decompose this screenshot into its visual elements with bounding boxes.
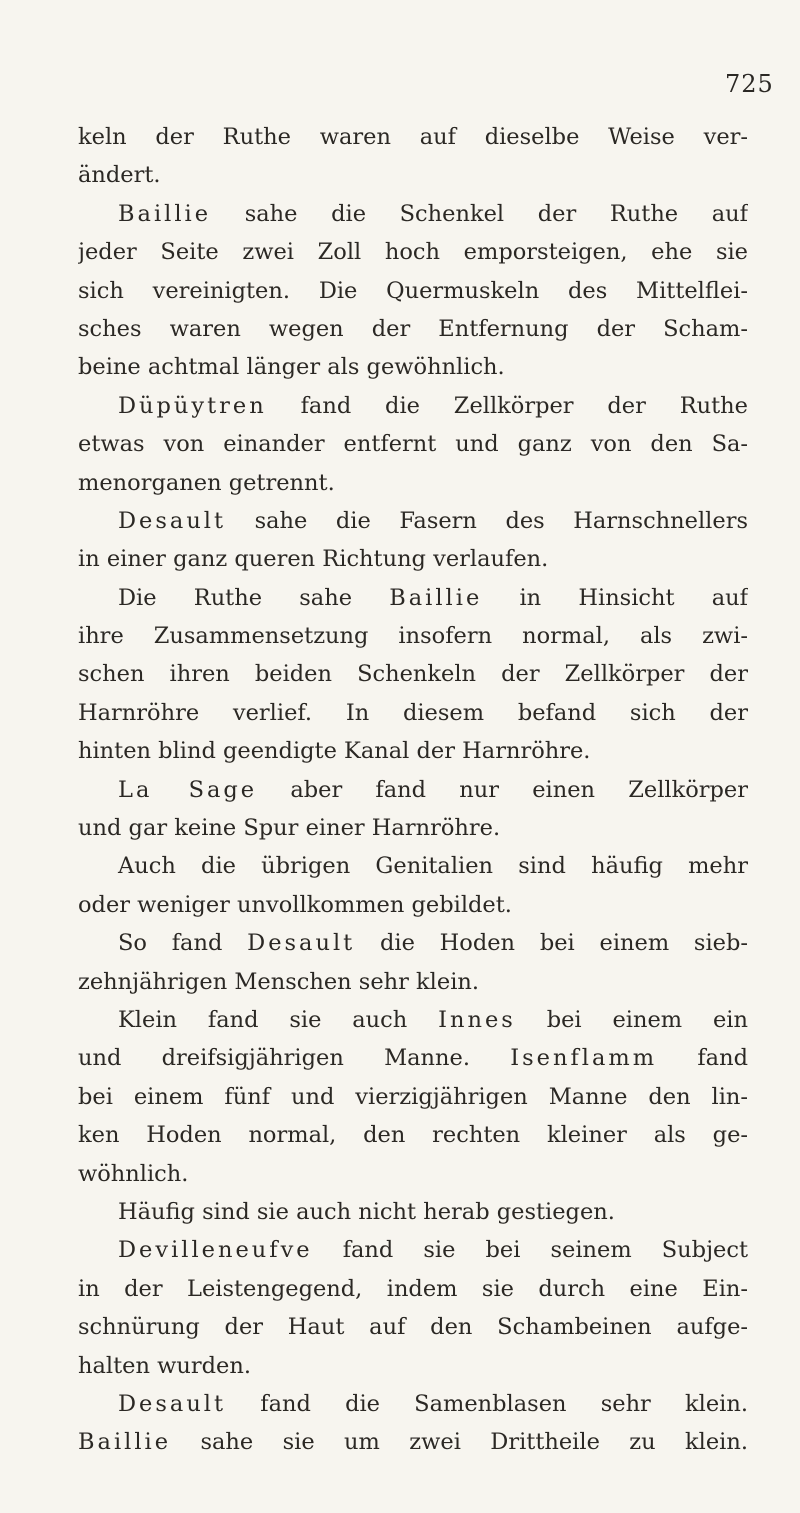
text-segment: sches waren wegen der Entfernung der Scham- [78,315,748,342]
text-segment: halten wurden. [78,1352,251,1379]
text-line [78,156,748,194]
text-segment: Auch die übrigen Genitalien sind häufig mehr [118,853,748,880]
spaced-name: Devilleneufve [118,1237,313,1264]
text-segment: fand sie bei seinem Subject [312,1237,748,1264]
text-line [78,348,748,386]
text-line [78,1039,748,1077]
text-segment: Klein fand sie auch [118,1006,439,1033]
text-line [78,771,748,809]
text-segment: aber fand nur einen Zellkörper [257,776,748,803]
text-line [78,272,748,310]
text-line [78,1385,748,1423]
text-segment: sich vereinigten. Die Quermuskeln des Mittelflei- [78,277,748,304]
text-line [78,1078,748,1116]
spaced-name: Düpüytren [118,392,267,419]
text-segment: die Hoden bei einem sieb- [355,930,748,957]
text-line [78,1423,748,1461]
text-line [78,540,748,578]
body-text [78,118,748,1462]
text-segment: Häufig sind sie auch nicht herab gestiegen. [118,1198,615,1225]
spaced-name: Desault [118,1390,227,1417]
text-line [78,1308,748,1346]
spaced-name: Baillie [78,1429,172,1456]
text-segment: in einer ganz queren Richtung verlaufen. [78,546,549,573]
text-segment: Harnröhre verlief. In diesem befand sich der [78,699,748,726]
text-segment: oder weniger unvollkommen gebildet. [78,891,512,918]
text-line [78,118,748,156]
text-segment: beine achtmal länger als gewöhnlich. [78,354,505,381]
text-line [78,502,748,540]
spaced-name: Isenflamm [510,1045,658,1072]
text-line [78,694,748,732]
text-segment: ken Hoden normal, den rechten kleiner als ge- [78,1122,748,1149]
text-line [78,1116,748,1154]
text-segment: menorganen getrennt. [78,469,335,496]
text-line [78,732,748,770]
spaced-name: Baillie [118,200,212,227]
spaced-name: Desault [118,507,227,534]
text-segment: fand die Zellkörper der Ruthe [266,392,748,419]
text-line [78,195,748,233]
text-segment: fand [657,1045,748,1072]
text-line [78,924,748,962]
text-segment: sahe die Fasern des Harnschnellers [226,507,748,534]
text-segment: in der Leistengegend, indem sie durch eine Ein- [78,1275,748,1302]
text-segment: schen ihren beiden Schenkeln der Zellkörper der [78,661,748,688]
text-line [78,963,748,1001]
text-segment: sahe sie um zwei Drittheile zu klein. [171,1429,748,1456]
text-segment: bei einem fünf und vierzigjährigen Manne den lin- [78,1083,748,1110]
spaced-name: La Sage [118,776,258,803]
text-segment: bei einem ein [515,1006,748,1033]
text-line [78,233,748,271]
text-line [78,464,748,502]
spaced-name: Baillie [389,584,483,611]
page-number: 725 [725,70,774,98]
text-segment: So fand [118,930,248,957]
text-segment: und dreifsigjährigen Manne. [78,1045,511,1072]
text-segment: keln der Ruthe waren auf dieselbe Weise ver- [78,124,748,150]
text-segment: wöhnlich. [78,1160,189,1187]
text-segment: in Hinsicht auf [482,584,748,611]
spaced-name: Desault [247,930,356,957]
text-line [78,886,748,924]
text-segment: hinten blind geendigte Kanal der Harnröhre. [78,738,591,765]
text-segment: ändert. [78,162,161,189]
text-line [78,310,748,348]
text-segment: jeder Seite zwei Zoll hoch emporsteigen, ehe sie [78,239,748,266]
text-segment: schnürung der Haut auf den Schambeinen aufge- [78,1314,748,1341]
text-line [78,1155,748,1193]
text-segment: etwas von einander entfernt und ganz von den Sa- [78,431,748,458]
text-line [78,809,748,847]
text-line [78,387,748,425]
text-segment: Die Ruthe sahe [118,584,390,611]
text-segment: zehnjährigen Menschen sehr klein. [78,968,480,995]
text-line [78,655,748,693]
text-segment: fand die Samenblasen sehr klein. [226,1390,748,1417]
text-line [78,579,748,617]
spaced-name: Innes [438,1006,516,1033]
text-line [78,617,748,655]
text-segment: sahe die Schenkel der Ruthe auf [211,200,748,227]
text-line [78,1231,748,1269]
text-line [78,847,748,885]
text-line [78,1001,748,1039]
text-line [78,1270,748,1308]
text-segment: und gar keine Spur einer Harnröhre. [78,815,501,842]
text-segment: ihre Zusammensetzung insofern normal, als zwi- [78,623,748,650]
text-line [78,1347,748,1385]
text-line [78,1193,748,1231]
text-line [78,425,748,463]
